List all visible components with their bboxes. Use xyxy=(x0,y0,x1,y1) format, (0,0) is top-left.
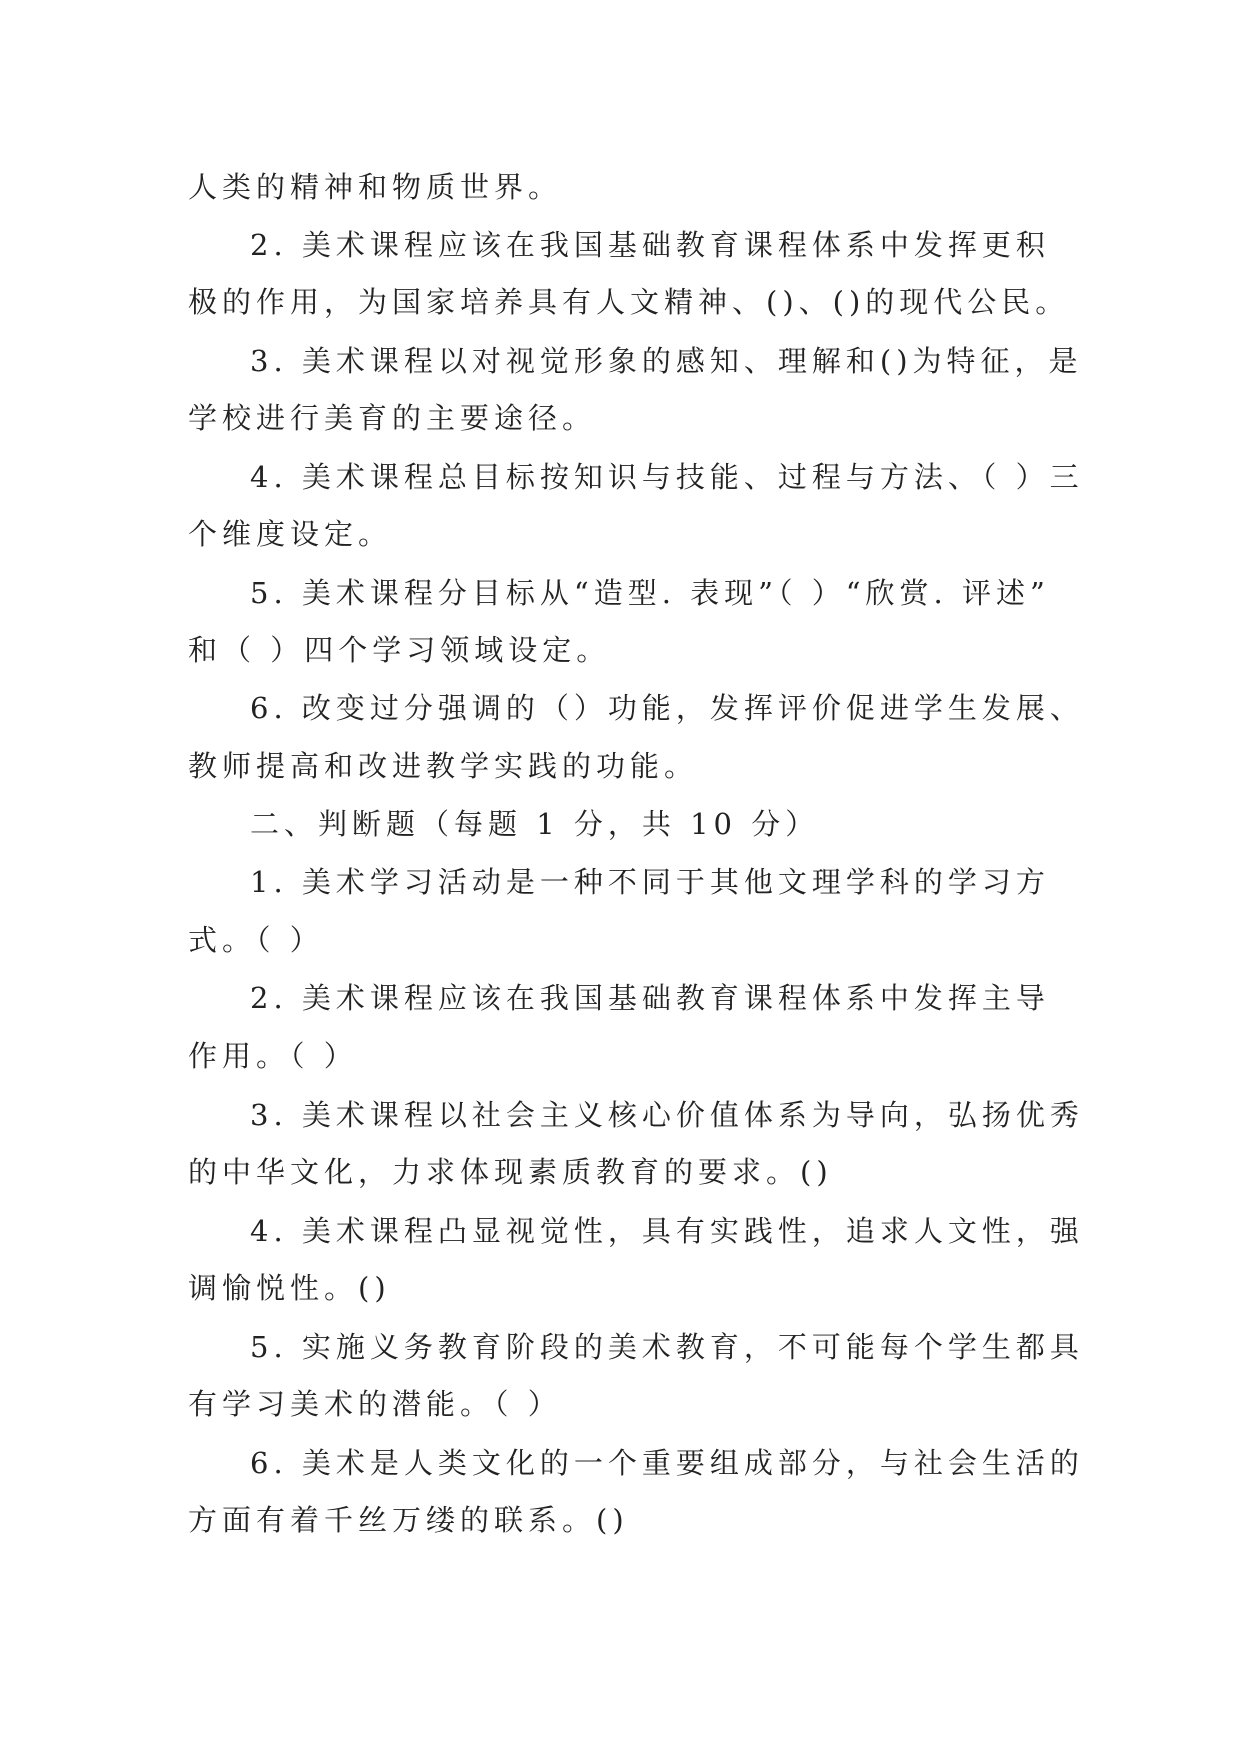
text-line: 方面有着千丝万缕的联系。() xyxy=(188,1503,629,1537)
text-line: 的中华文化，力求体现素质教育的要求。() xyxy=(188,1155,833,1189)
question-line: 3. 美术课程以社会主义核心价值体系为导向，弘扬优秀 xyxy=(250,1098,1084,1132)
question-line: 4. 美术课程凸显视觉性，具有实践性，追求人文性，强 xyxy=(250,1214,1084,1248)
question-line: 6. 美术是人类文化的一个重要组成部分，与社会生活的 xyxy=(250,1446,1084,1480)
text-line: 和（ ）四个学习领域设定。 xyxy=(188,633,611,667)
section-heading: 二、判断题（每题 1 分，共 10 分） xyxy=(250,807,820,841)
text-line: 作用。（ ） xyxy=(188,1039,358,1073)
text-line: 教师提高和改进教学实践的功能。 xyxy=(188,749,699,783)
question-line: 4. 美术课程总目标按知识与技能、过程与方法、（ ）三 xyxy=(250,460,1084,494)
text-line: 式。（ ） xyxy=(188,923,324,957)
question-line: 5. 美术课程分目标从“造型. 表现”（ ）“欣赏. 评述” xyxy=(250,576,1050,610)
text-line: 学校进行美育的主要途径。 xyxy=(188,401,597,435)
question-line: 6. 改变过分强调的（）功能，发挥评价促进学生发展、 xyxy=(250,691,1084,725)
text-line: 调愉悦性。() xyxy=(188,1271,391,1305)
question-line: 2. 美术课程应该在我国基础教育课程体系中发挥更积 xyxy=(250,228,1050,262)
question-line: 1. 美术学习活动是一种不同于其他文理学科的学习方 xyxy=(250,865,1050,899)
text-line: 人类的精神和物质世界。 xyxy=(188,170,563,204)
text-line: 个维度设定。 xyxy=(188,517,393,551)
question-line: 5. 实施义务教育阶段的美术教育，不可能每个学生都具 xyxy=(250,1330,1084,1364)
question-line: 2. 美术课程应该在我国基础教育课程体系中发挥主导 xyxy=(250,981,1050,1015)
text-line: 极的作用，为国家培养具有人文精神、()、()的现代公民。 xyxy=(188,285,1070,319)
question-line: 3. 美术课程以对视觉形象的感知、理解和()为特征，是 xyxy=(250,344,1083,378)
text-line: 有学习美术的潜能。（ ） xyxy=(188,1387,562,1421)
